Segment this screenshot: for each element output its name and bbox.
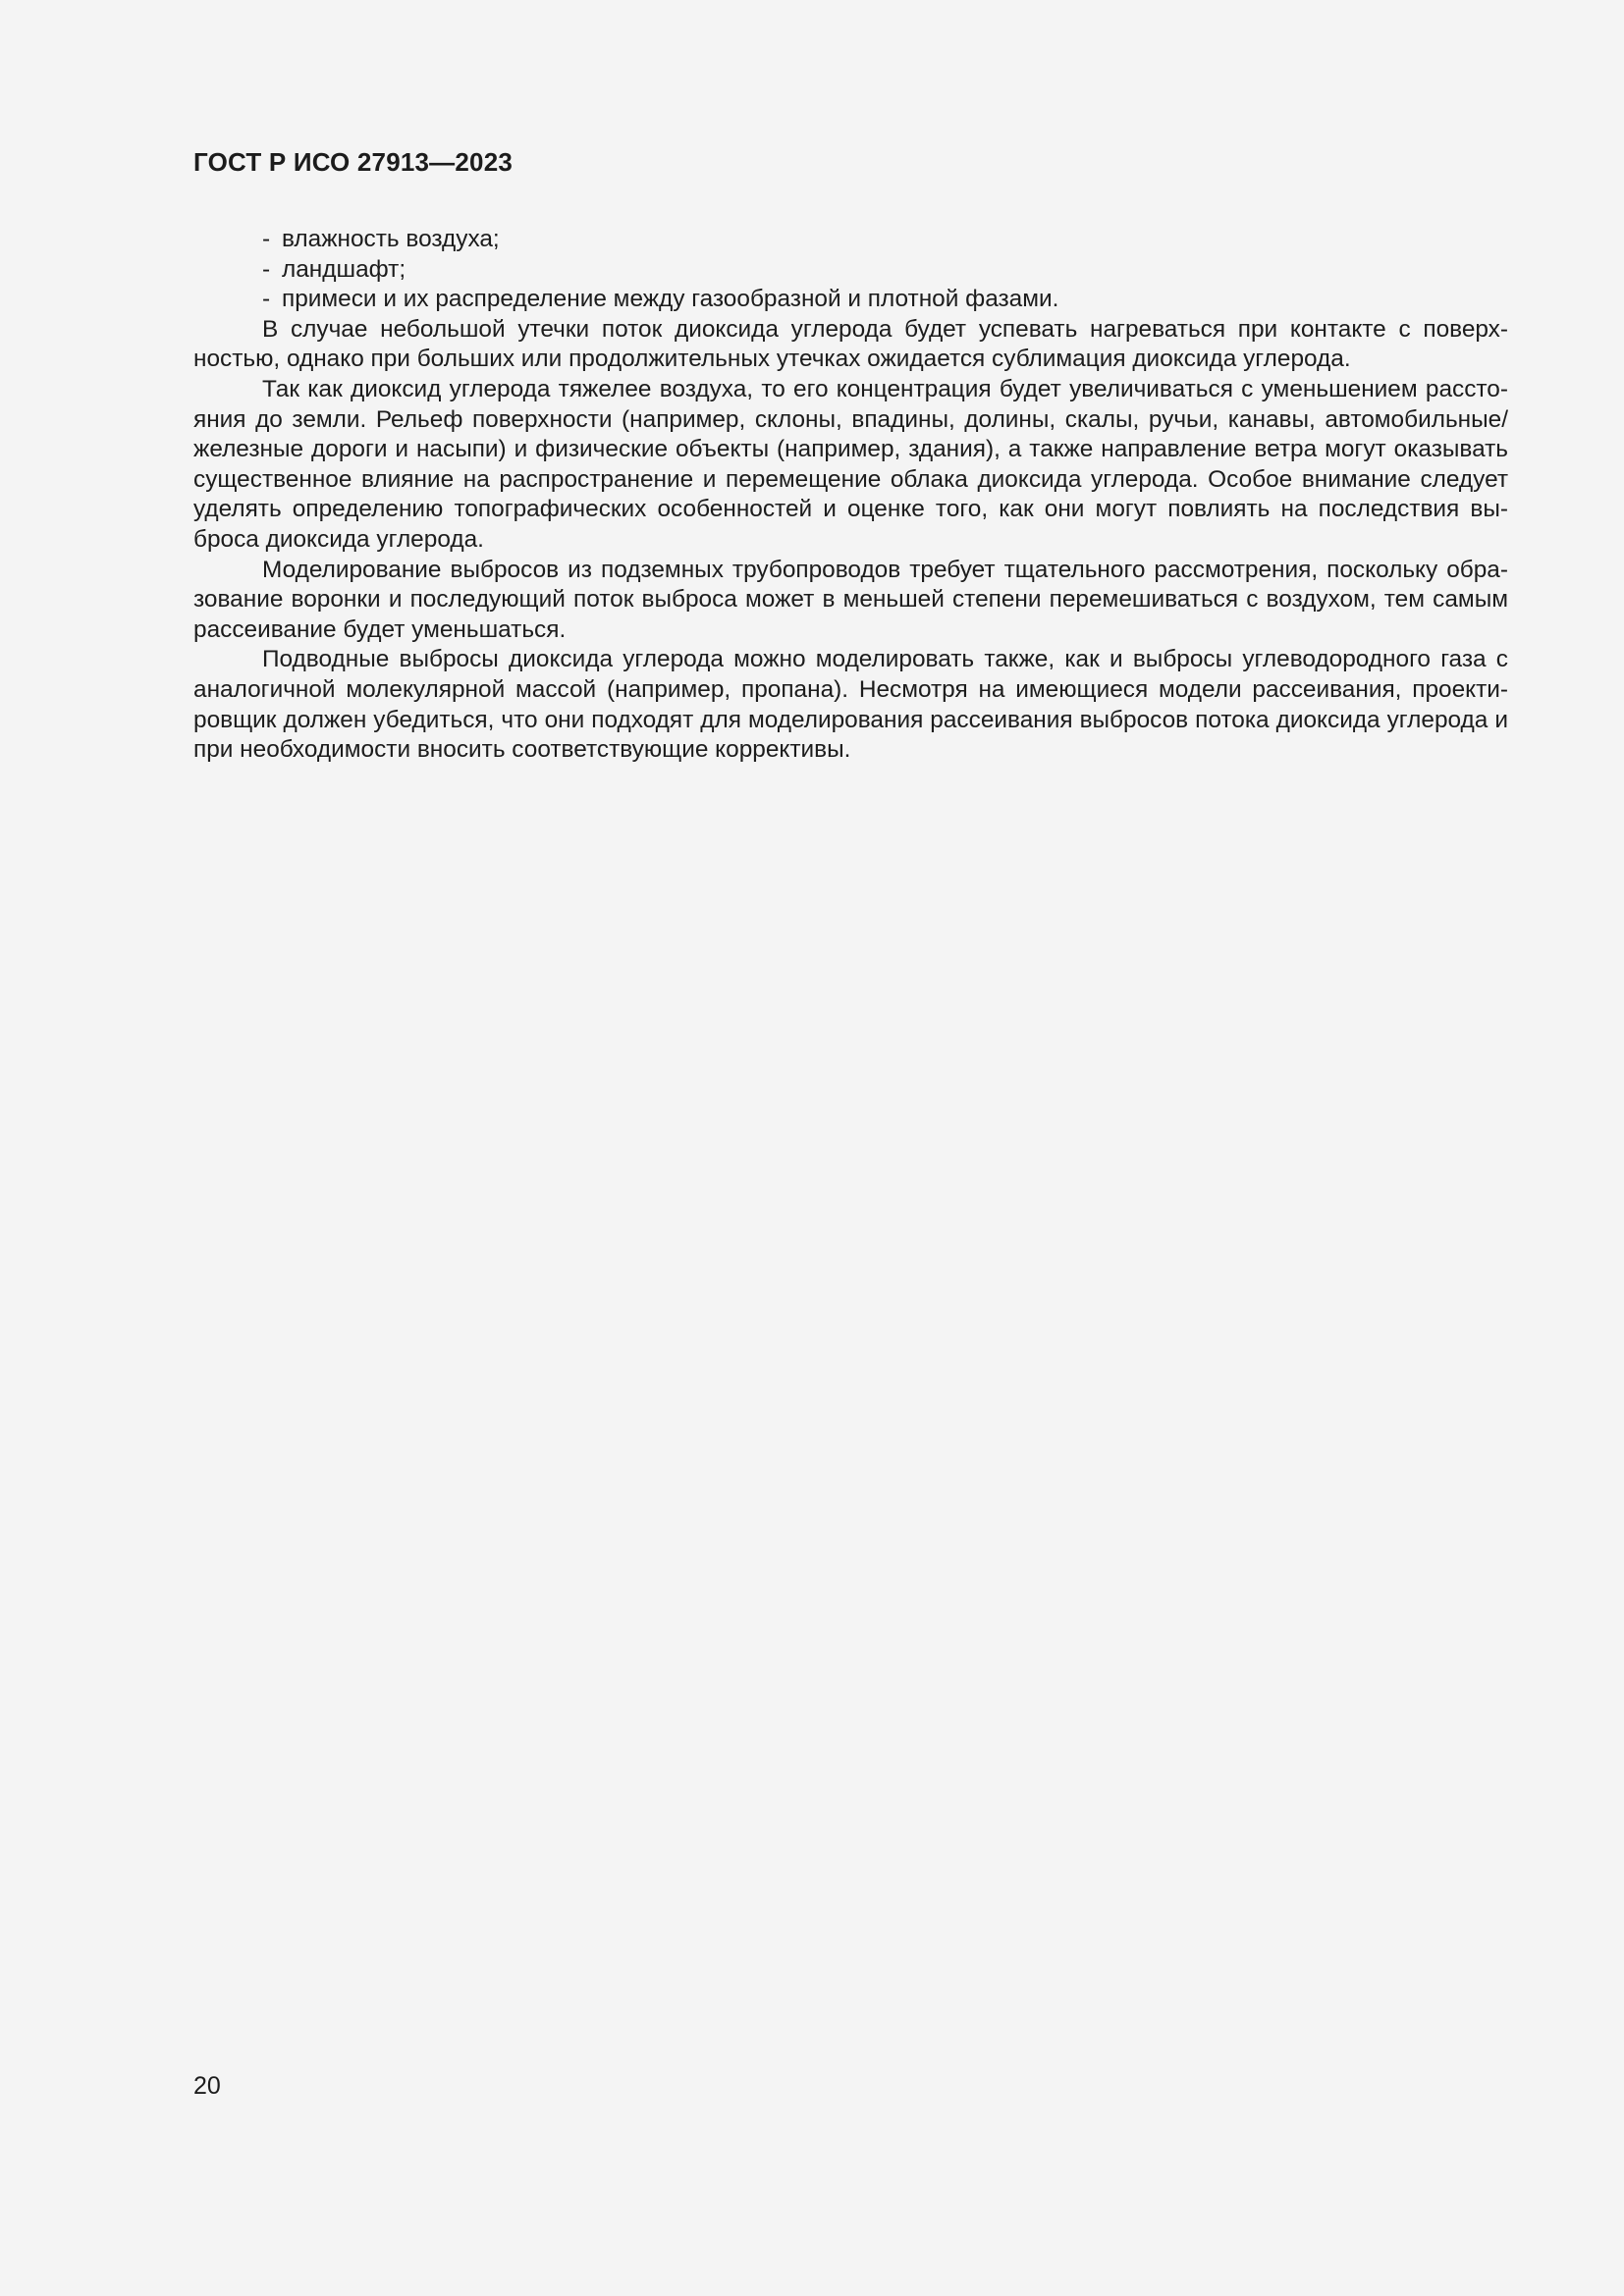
list-marker: - [262,255,271,283]
paragraph-concentration-terrain: Так как диоксид углерода тяжелее воздуха, то его концентрация будет увеличиваться с уменьшением расстояния до земли. Рельеф поверхности (например, склоны, впадины, долины, скалы, ручьи, канавы, автомобильные/железные дороги и насыпи) и физические объекты (например, здания), а также направление ветра могут оказывать существенное влияние на распространение и перемещение облака диоксида углерода. Особое внимание следует уделять определению топографических особенностей и оценке того, как они могут повлиять на последствия выброса диоксида углерода. [193,375,1508,553]
document-body [193,225,1508,766]
list-item [193,225,1508,255]
list-item-text: ландшафт; [282,255,406,283]
list-marker: - [262,286,271,313]
list-item-text: влажность воздуха; [282,226,500,252]
page-number: 20 [193,2072,221,2100]
list-item [193,255,1508,286]
list-item [193,285,1508,315]
list-item-text: примеси и их распределение между газообразной и плотной фазами. [282,286,1059,313]
paragraph-subsea-releases: Подводные выбросы диоксида углерода можно моделировать также, как и выбросы углеводородного газа с аналогичной молекулярной массой (например, пропана). Несмотря на имеющиеся модели рассеивания, проектировщик должен убедиться, что они подходят для моделирования рассеивания выбросов потока диоксида углерода и при необходимости вносить соответствующие коррективы. [193,646,1508,764]
document-header-title: ГОСТ Р ИСО 27913—2023 [193,147,514,177]
bullet-list [193,225,1508,315]
list-marker: - [262,226,271,252]
paragraph-leak-sublimation: В случае небольшой утечки поток диоксида углерода будет успевать нагреваться при контакте с поверхностью, однако при больших или продолжительных утечках ожидается сублимация диоксида углерода. [193,315,1508,373]
paragraph-underground-pipelines: Моделирование выбросов из подземных трубопроводов требует тщательного рассмотрения, поскольку образование воронки и последующий поток выброса может в меньшей степени перемешиваться с воздухом, тем самым рассеивание будет уменьшаться. [193,556,1508,643]
